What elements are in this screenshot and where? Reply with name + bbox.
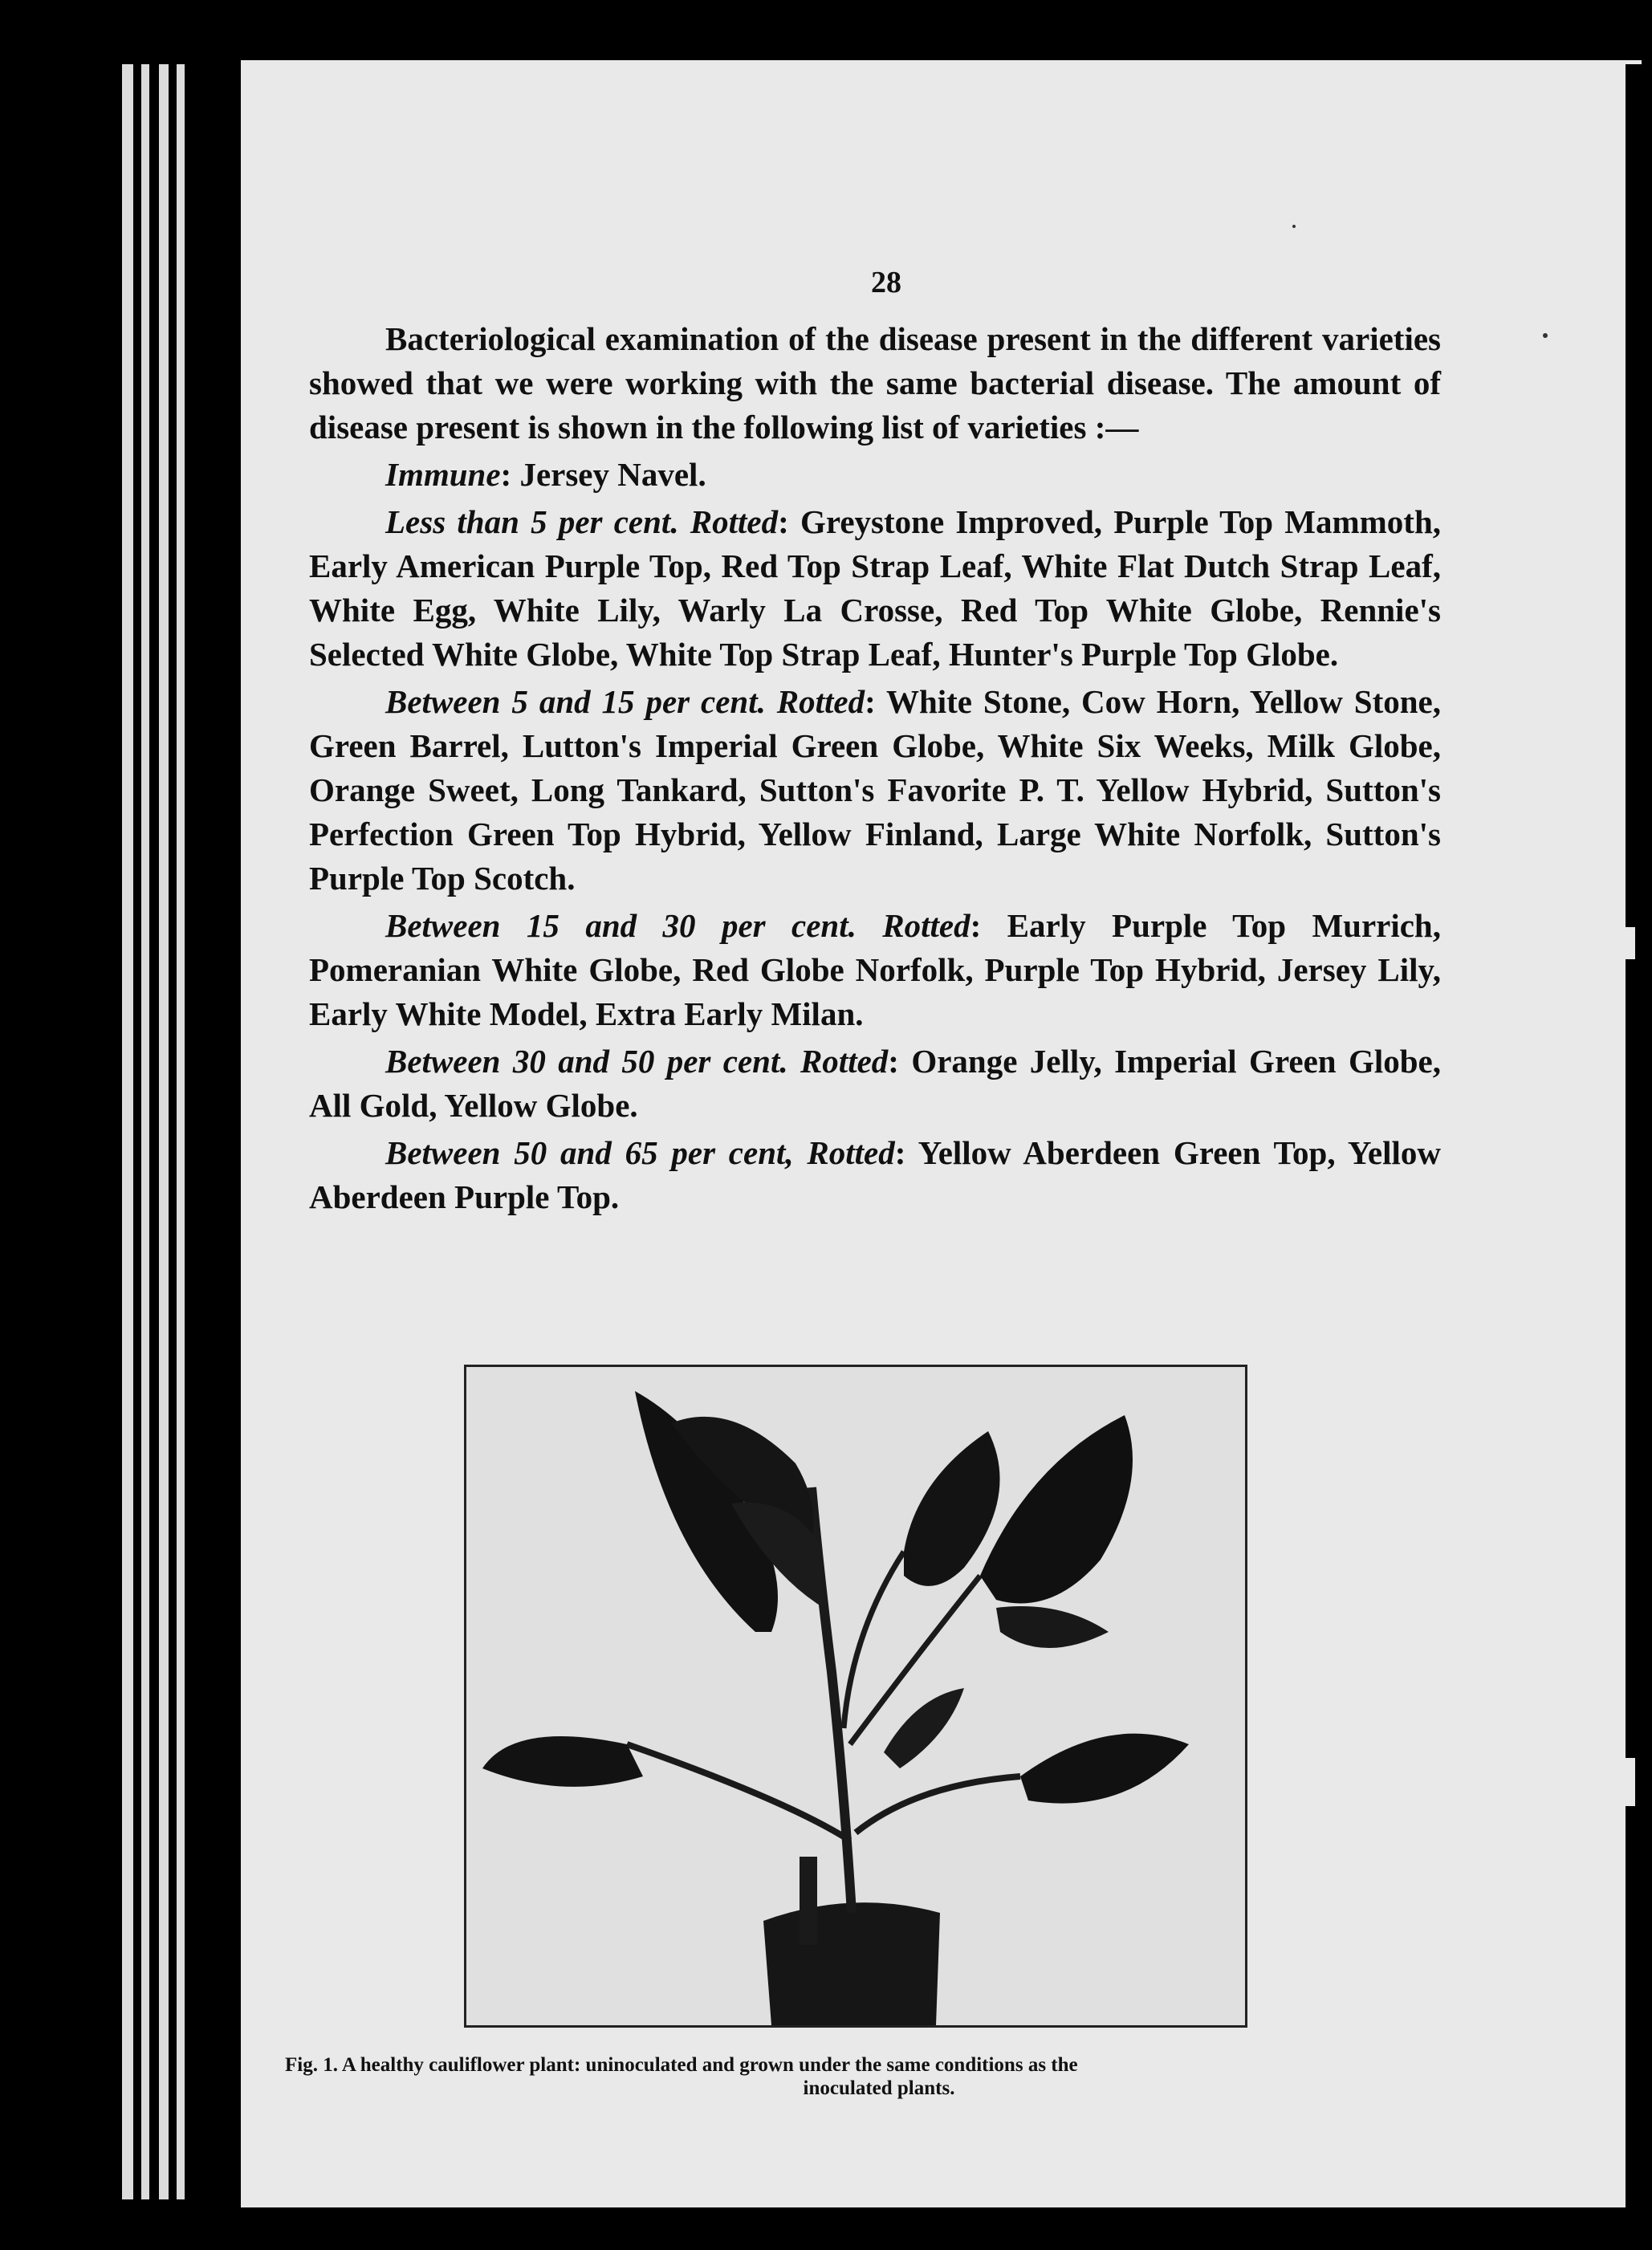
- variety-list: : Orange Jelly, Imperial Green Globe, All Gold, Yellow Globe.: [309, 1043, 1441, 1124]
- binding-stripe: [159, 64, 169, 2199]
- category-label: Between 15 and 30 per cent. Rotted: [385, 907, 970, 944]
- book-binding-left: [112, 64, 249, 2199]
- between-5-15-paragraph: [309, 680, 1441, 901]
- plant-pot: [763, 1902, 940, 2025]
- variety-list: : Greystone Improved, Purple Top Mammoth, Early American Purple Top, Red Top Strap Leaf, White Flat Dutch Strap Leaf, White Egg, White Lily, Warly La Crosse, Red Top White Globe, Rennie's Selected White Globe, White Top Strap Leaf, Hunter's Purple Top Globe.: [309, 503, 1441, 673]
- less-than-5-paragraph: [309, 500, 1441, 677]
- binding-stripe: [122, 64, 133, 2199]
- between-30-50-paragraph: [309, 1040, 1441, 1128]
- variety-list: : Early Purple Top Murrich, Pomeranian White Globe, Red Globe Norfolk, Purple Top Hybrid, Jersey Lily, Early White Model, Extra Early Milan.: [309, 907, 1441, 1032]
- category-label: Between 30 and 50 per cent. Rotted: [385, 1043, 889, 1080]
- figure-caption: [285, 2053, 1425, 2100]
- caption-line: Fig. 1. A healthy cauliflower plant: uninoculated and grown under the same conditions as the: [285, 2054, 1078, 2076]
- speck: [1543, 333, 1548, 338]
- immune-paragraph: [309, 453, 1441, 497]
- category-label: Between 5 and 15 per cent. Rotted: [385, 683, 865, 720]
- variety-list: : Yellow Aberdeen Green Top, Yellow Aberdeen Purple Top.: [309, 1134, 1441, 1215]
- binding-stripe: [177, 64, 185, 2199]
- category-label: Less than 5 per cent. Rotted: [385, 503, 779, 540]
- variety-list: : Jersey Navel.: [500, 456, 706, 493]
- body-text: [309, 317, 1441, 1223]
- cauliflower-plant-illustration: [466, 1367, 1245, 2025]
- page-number: 28: [871, 266, 901, 299]
- page-edge-mark: [1626, 1758, 1635, 1806]
- binding-stripe: [141, 64, 149, 2199]
- category-label: Between 50 and 65 per cent, Rotted: [385, 1134, 895, 1171]
- plant-stake: [800, 1857, 817, 1945]
- speck: [1292, 225, 1296, 228]
- intro-paragraph: [309, 317, 1441, 450]
- between-50-65-paragraph: [309, 1131, 1441, 1219]
- plant-photograph: [464, 1365, 1247, 2028]
- between-15-30-paragraph: [309, 904, 1441, 1036]
- category-label: Immune: [385, 456, 501, 493]
- paragraph-text: Bacteriological examination of the disease present in the different varieties showed that we were working with the same bacterial disease. The amount of disease present is shown in the following list of varieties :—: [309, 320, 1441, 446]
- page-edge-right: [1626, 64, 1652, 2215]
- variety-list: : White Stone, Cow Horn, Yellow Stone, Green Barrel, Lutton's Imperial Green Globe, White Six Weeks, Milk Globe, Orange Sweet, Long Tankard, Sutton's Favorite P. T. Yellow Hybrid, Sutton's Perfection Green Top Hybrid, Yellow Finland, Large White Norfolk, Sutton's Purple Top Scotch.: [309, 683, 1441, 897]
- page-edge-mark: [1626, 927, 1635, 959]
- caption-line: inoculated plants.: [803, 2077, 955, 2099]
